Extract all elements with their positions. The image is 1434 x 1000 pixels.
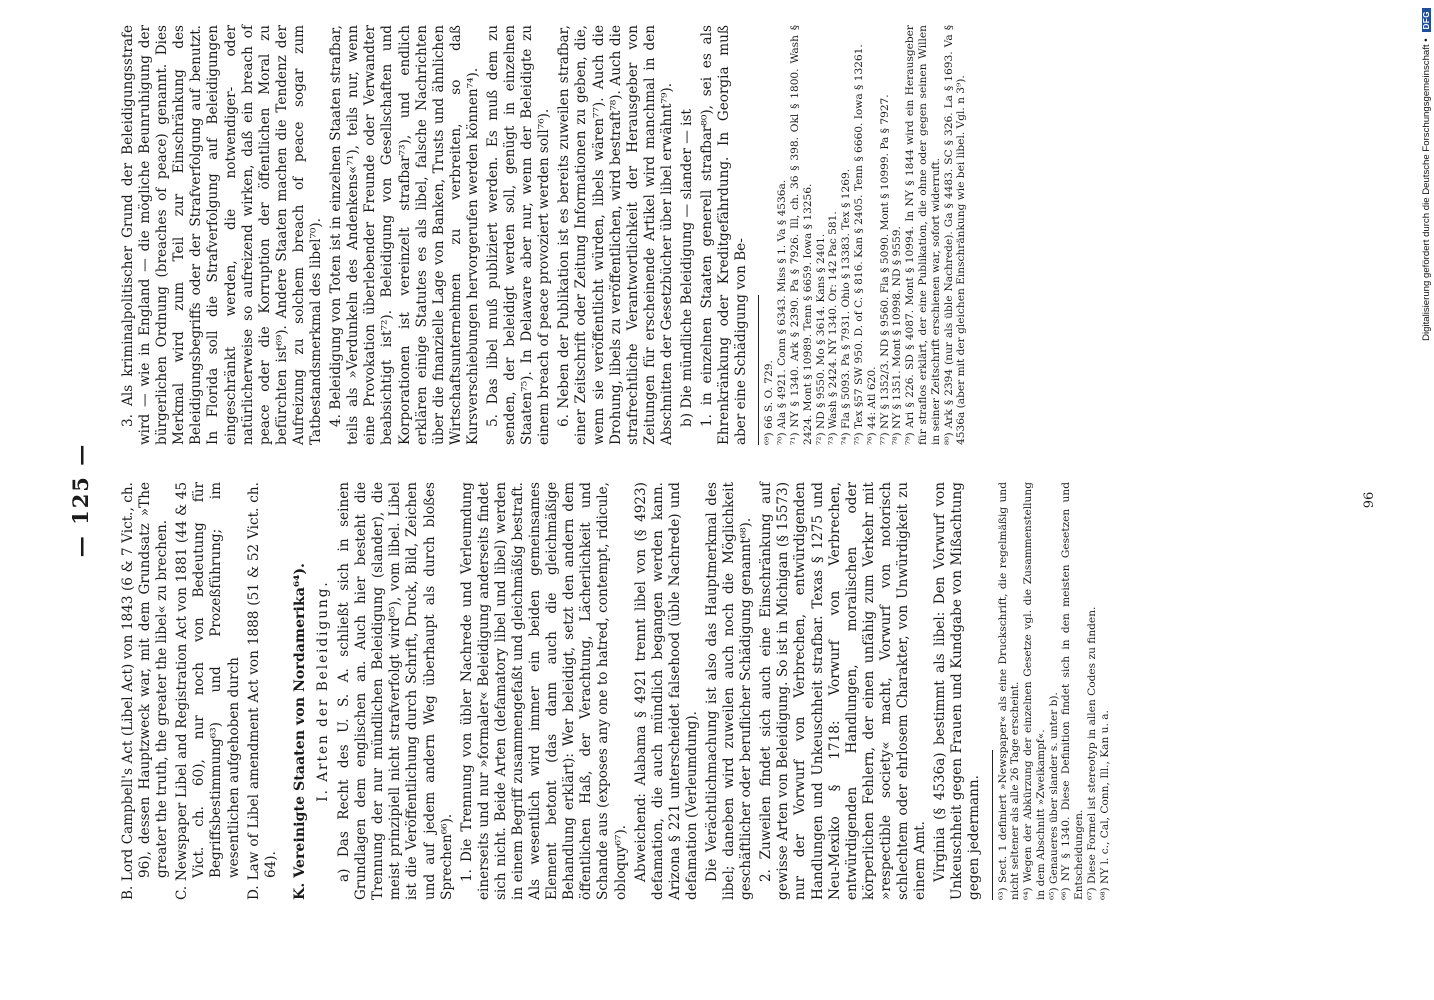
paragraph-point-2-virginia: Virginia (§ 4536a) bestimmt als libel: Den Vorwurf von Unkeuschheit gegen Frauen und Kundgabe von Mißachtung gegen jedermann. [932,482,983,900]
subheading-slander: b) Die mündliche Beleidigung — slander — ist [679,109,695,427]
footnote-rule-left [992,750,993,900]
page-number-top: — 125 — [68,442,93,558]
footnote-rule-right [758,295,759,445]
paragraph-point-3: 3. Als kriminalpolitischer Grund der Beleidigungsstrafe wird — wie in England — die mögliche Beunruhigung der bürgerlichen Ordnung (breaches of peace) genannt. Dies Merkmal wird zum Teil zur Einschränkung des Beleidigungsbegriffs oder der Strafverfolgung auf benutzt. In Florida soll die Strafverfolgung auf Beleidigungen eingeschränkt werden, die notwendiger- oder natürlicherweise so aufreizend wirken, daß ein breach of peace oder die Korruption der öffentlichen Moral zu befürchten ist⁶⁹). Andere Staaten machen die Tendenz der Aufreizung zu solchem breach of peace sogar zum Tatbestandsmerkmal des libel⁷⁰). [120,25,325,445]
footnote: ⁸⁰) Ark § 2394 (nur als üble Nachrede). Ga § 4483. SC § 326. La § 1693. Va § 4536a (aber mit der gleichen Einschränkung wie bei libel. Vgl. n 3⁹). [942,25,968,445]
paragraph-point-2: 2. Zuweilen findet sich auch eine Einschränkung auf gewisse Arten von Beleidigung. So ist in Michigan (§ 15573) nur der Vorwurf von Verbrechen, entwürdigenden Handlungen und Unkeuschheit strafbar. Texas § 1275 und Neu-Mexiko § 1718: Vorwurf von Verbrechen, entwürdigenden Handlungen, moralischen oder körperlichen Fehlern, der einen unfähig zum Verkehr mit »respectible society« macht, Vorwurf von notorisch schlechtem oder ehrlosem Charakter, von Unwürdigkeit zu einem Amt. [758,482,929,900]
subsection-heading-types: I. Arten der Beleidigung. [314,580,331,802]
footnote: ⁶⁵) Genaueres über slander s. unter b). [1047,692,1060,900]
footnotes-left [997,482,1112,900]
item-b: B. Lord Campbell's Act (Libel Act) von 1843 (6 & 7 Vict., ch. 96), dessen Hauptzweck war, mit dem Grundsatz »The greater the truth, the greater the libel« zu brechen. [120,482,171,900]
footnote: ⁷⁵) Tex §57 SW 950. D. of C. § 816. Kan § 2405. Tenn § 6660. Iowa § 13261. [852,44,865,445]
paragraph-point-1: 1. Die Trennung von übler Nachrede und Verleumdung einerseits und nur »formaler« Beleidigung anderseits findet sich nicht. Beide Arten (defamatory libel und libel) werden in einem Begriff zusammengefaßt und gleichmäßig bestraft. Als wesentlich wird immer ein beiden gemeinsames Element betont (das dann auch die gleichmäßige Behandlung erklärt): Wer beleidigt, setzt den andern dem öffentlichen Haß, der Verachtung, Lächerlichkeit und Schande aus (exposes any one to hatred, contempt, ridicule, obloquy⁶⁷). [458,482,629,900]
footnote: ⁶⁴) Wegen der Abkürzung der einzelnen Gesetze vgl. die Zusammenstellung in dem Abschnitt »Zweikampf«. [1022,482,1047,900]
footnote: ⁷⁴) Fla § 5093. Pa § 7931. Ohio § 13383. Tex § 1269. [840,168,853,445]
right-column [120,25,968,445]
paragraph-point-1-contempt: Die Verächtlichmachung ist also das Hauptmerkmal des libel; daneben wird zuweilen auch noch die Möglichkeit geschäftlicher oder beruflicher Schädigung genannt⁶⁸). [704,482,755,900]
footnotes-right [763,25,968,445]
section-heading-usa: K. Vereinigte Staaten von Nordamerika⁶⁴). [291,563,308,900]
footnote: ⁶⁶) NY § 1340. Diese Definition findet sich in den meisten Gesetzen und Entscheidungen. [1060,482,1086,900]
dfg-logo: DFG [1422,8,1431,32]
paragraph-point-6: 6. Neben der Publikation ist es bereits zuweilen strafbar, einer Zeitschrift oder Zeitung Informationen zu geben, die, wenn sie veröffentlicht würden, libels wären⁷⁷). Auch die Drohung, libels zu veröffentlichen, wird bestraft⁷⁸). Auch die strafrechtliche Verantwortlichkeit der Herausgeber von Zeitungen für erscheinende Artikel wird manchmal in den Abschnitten der Gesetzbücher über libel erwähnt⁷⁹). [556,25,675,445]
footnote: ⁷⁶) 44: Atl 620. [865,366,878,445]
footnote: ⁷³) Wash § 2424. NY 1340. Or: 142 Pac 581. [827,211,840,445]
footnote: ⁷¹) NY § 1340. Ark § 2390. Pa § 7926. Ill, ch. 36 § 398. Okl § 1800. Wash § 2424. Mont § 10989. Tenn § 6659. Iowa § 13256. [788,25,814,445]
paragraph-point-1-exception: Abweichend: Alabama § 4921 trennt libel von (§ 4923) defamation, die auch mündlich begangen werden kann. Arizona § 221 unterscheidet falsehood (üble Nachrede) und defamation (Verleumdung). [632,482,700,900]
paragraph-slander-1: 1. in einzelnen Staaten generell strafbar⁸⁰), sei es als Ehrenkränkung oder Kreditgefährdung. In Georgia muß aber eine Schädigung von Be- [699,25,750,445]
footnote: ⁶⁹) 66 S. O. 729. [763,360,776,445]
credit-text: Digitalisierung gefördert durch die Deutsche Forschungsgemeinschaft • [1420,38,1432,341]
footnote: ⁷⁷) NY § 1352/3. ND § 9560. Fla § 5090. Mont § 10999. Pa § 7927. [878,94,891,445]
footnote: ⁶⁸) NY l. c., Cal, Conn, Ill., Kan u. a. [1098,710,1111,900]
item-d: D. Law of Libel amendment Act von 1888 (51 & 52 Vict. ch. 64). [245,482,279,900]
paragraph-point-5: 5. Das libel muß publiziert werden. Es muß dem zu senden, der beleidigt werden soll, genügt in einzelnen Staaten⁷⁵). In Delaware aber nur, wenn der Beleidigte zu einem breach of peace provoziert werden soll⁷⁶). [484,25,553,445]
left-column [120,482,1112,900]
footnote: ⁶⁷) Diese Formel ist stereotyp in allen Codes zu finden. [1086,606,1099,900]
paragraph-intro: a) Das Recht des U. S. A. schließt sich in seinen Grundlagen dem englischen an. Auch hier besteht die Trennung der nur mündlichen Beleidigung (slander), die meist prinzipiell nicht strafverfolgt wird⁶⁵), vom libel. Libel ist die Veröffentlichung durch Schrift, Druck, Bild, Zeichen und auf jedem andern Weg überhaupt als durch bloßes Sprechen⁶⁶). [336,482,455,900]
paragraph-point-4: 4. Beleidigung von Toten ist in einzelnen Staaten strafbar, teils als »Verdunkeln des Andenkens«⁷¹), teils nur, wenn eine Provokation überlebender Freunde oder Verwandter beabsichtigt ist⁷²). Beleidigung von Gesellschaften und Korporationen ist vereinzelt strafbar⁷³), und endlich erklären einige Statutes es als libel, falsche Nachrichten über die finanzielle Lage von Banken, Trusts und ähnlichen Wirtschaftsunternehmen zu verbreiten, so daß Kursverschiebungen hervorgerufen werden können⁷⁴). [328,25,481,445]
item-c: C. Newspaper Libel and Registration Act von 1881 (44 & 45 Vict. ch. 60), nur noch von Bedeutung für Begriffsbestimmung⁶³) und Prozeßführung; im wesentlichen aufgehoben durch [174,482,242,900]
footnote: ⁷⁹) Ari § 226. SD § 4087. Mont § 10994. In NY § 1844 wird ein Herausgeber für straflos erklärt, der eine Publikation, die ohne oder gegen seinen Willen in seiner Zeitschrift erschienen war, sofort widerruft. [904,25,942,445]
footnote: ⁷²) ND § 9550. Mo § 3614. Kans § 2401. [814,233,827,445]
digitization-credit [1418,8,1434,992]
page-number-bottom: 96 [1362,491,1377,509]
footnote: ⁷⁸) NY § 1351. Mont § 10998. ND § 9559. [891,226,904,445]
footnote: ⁷⁰) Ala § 4921. Conn § 6343. Miss § 1. Va § 4536a. [776,179,789,445]
footnote: ⁶³) Sect. 1 definiert »Newspaper« als eine Druckschrift, die regelmäßig und nicht seltener als alle 26 Tage erscheint. [996,482,1022,900]
